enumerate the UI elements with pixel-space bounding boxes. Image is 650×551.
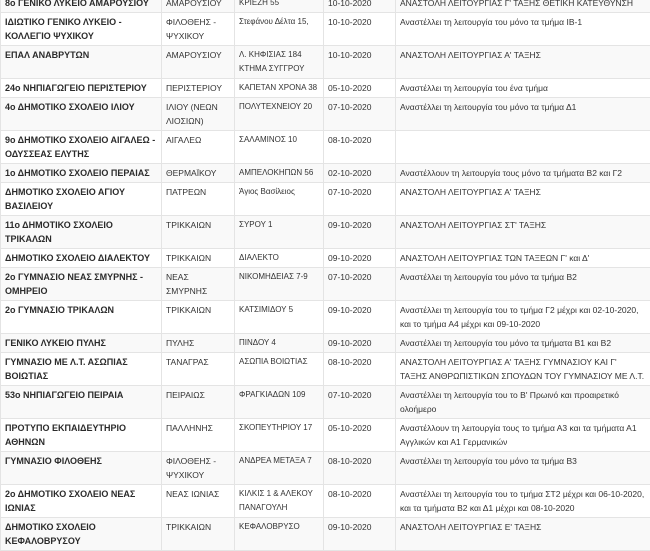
- action-cell: Αναστέλλει τη λειτουργία του το Β' Πρωινό και προαιρετικό ολοήμερο: [396, 386, 650, 419]
- school-name-cell: ΓΥΜΝΑΣΙΟ ΜΕ Λ.Τ. ΑΣΩΠΙΑΣ ΒΟΙΩΤΙΑΣ: [1, 353, 162, 386]
- address-cell: ΚΑΤΣΙΜΙΔΟΥ 5: [235, 301, 324, 334]
- municipality-cell: ΤΡΙΚΚΑΙΩΝ: [162, 301, 235, 334]
- school-name-cell: ΔΗΜΟΤΙΚΟ ΣΧΟΛΕΙΟ ΑΓΙΟΥ ΒΑΣΙΛΕΙΟΥ: [1, 183, 162, 216]
- date-cell: 09-10-2020: [324, 249, 396, 268]
- table-row: [1, 0, 650, 13]
- action-cell: Αναστέλλει τη λειτουργία του μόνο τα τμήμα Β2: [396, 268, 650, 301]
- address-cell: ΔΙΑΛΕΚΤΟ: [235, 249, 324, 268]
- municipality-cell: ΠΥΛΗΣ: [162, 334, 235, 353]
- date-cell: 07-10-2020: [324, 268, 396, 301]
- table-row: [1, 164, 650, 183]
- municipality-cell: ΤΡΙΚΚΑΙΩΝ: [162, 216, 235, 249]
- action-cell: Αναστέλλει τη λειτουργία του το τμήμα ΣΤ2 μέχρι και 06-10-2020, και τα τμήματα Β2 και Δ1 μέχρι και 08-10-2020: [396, 485, 650, 518]
- school-name-cell: 1ο ΔΗΜΟΤΙΚΟ ΣΧΟΛΕΙΟ ΠΕΡΑΙΑΣ: [1, 164, 162, 183]
- action-cell: Αναστέλλει τη λειτουργία του μόνο τα τμήματα Β1 και Β2: [396, 334, 650, 353]
- table-row: [1, 353, 650, 386]
- school-name-cell: ΙΔΙΩΤΙΚΟ ΓΕΝΙΚΟ ΛΥΚΕΙΟ - ΚΟΛΛΕΓΙΟ ΨΥΧΙΚΟΥ: [1, 13, 162, 46]
- action-cell: Αναστέλλουν τη λειτουργία τους μόνο τα τμήματα Β2 και Γ2: [396, 164, 650, 183]
- table-row: [1, 334, 650, 353]
- date-cell: 05-10-2020: [324, 419, 396, 452]
- address-cell: ΚΑΠΕΤΑΝ ΧΡΟΝΑ 38: [235, 79, 324, 98]
- school-name-cell: 4ο ΔΗΜΟΤΙΚΟ ΣΧΟΛΕΙΟ ΙΛΙΟΥ: [1, 98, 162, 131]
- date-cell: 09-10-2020: [324, 334, 396, 353]
- school-name-cell: 53ο ΝΗΠΙΑΓΩΓΕΙΟ ΠΕΙΡΑΙΑ: [1, 386, 162, 419]
- date-cell: 10-10-2020: [324, 46, 396, 79]
- address-cell: ΣΥΡΟΥ 1: [235, 216, 324, 249]
- table-row: [1, 452, 650, 485]
- action-cell: Αναστέλλουν τη λειτουργία τους το τμήμα Α3 και τα τμήματα Α1 Αγγλικών και Α1 Γερμανικών: [396, 419, 650, 452]
- municipality-cell: ΑΙΓΑΛΕΩ: [162, 131, 235, 164]
- date-cell: 07-10-2020: [324, 183, 396, 216]
- action-cell: ΑΝΑΣΤΟΛΗ ΛΕΙΤΟΥΡΓΙΑΣ Ε' ΤΑΞΗΣ: [396, 518, 650, 551]
- date-cell: 07-10-2020: [324, 386, 396, 419]
- date-cell: 08-10-2020: [324, 353, 396, 386]
- address-cell: Λ. ΚΗΦΙΣΙΑΣ 184 ΚΤΗΜΑ ΣΥΓΓΡΟΥ: [235, 46, 324, 79]
- table-row: [1, 386, 650, 419]
- action-cell: ΑΝΑΣΤΟΛΗ ΛΕΙΤΟΥΡΓΙΑΣ ΣΤ' ΤΑΞΗΣ: [396, 216, 650, 249]
- date-cell: 09-10-2020: [324, 301, 396, 334]
- date-cell: 09-10-2020: [324, 518, 396, 551]
- municipality-cell: ΤΑΝΑΓΡΑΣ: [162, 353, 235, 386]
- address-cell: Στεφάνου Δέλτα 15,: [235, 13, 324, 46]
- address-cell: ΚΙΛΚΙΣ 1 & ΑΛΕΚΟΥ ΠΑΝΑΓΟΥΛΗ: [235, 485, 324, 518]
- table-row: [1, 13, 650, 46]
- municipality-cell: ΝΕΑΣ ΙΩΝΙΑΣ: [162, 485, 235, 518]
- date-cell: 02-10-2020: [324, 164, 396, 183]
- action-cell: ΑΝΑΣΤΟΛΗ ΛΕΙΤΟΥΡΓΙΑΣ ΤΩΝ ΤΑΞΕΩΝ Γ' και Δ': [396, 249, 650, 268]
- municipality-cell: ΑΜΑΡΟΥΣΙΟΥ: [162, 46, 235, 79]
- school-name-cell: 2ο ΓΥΜΝΑΣΙΟ ΝΕΑΣ ΣΜΥΡΝΗΣ - ΟΜΗΡΕΙΟ: [1, 268, 162, 301]
- municipality-cell: ΑΜΑΡΟΥΣΙΟΥ: [162, 0, 235, 13]
- table-row: [1, 46, 650, 79]
- school-name-cell: ΔΗΜΟΤΙΚΟ ΣΧΟΛΕΙΟ ΔΙΑΛΕΚΤΟΥ: [1, 249, 162, 268]
- school-name-cell: 2ο ΓΥΜΝΑΣΙΟ ΤΡΙΚΑΛΩΝ: [1, 301, 162, 334]
- date-cell: 08-10-2020: [324, 485, 396, 518]
- table-body: [1, 0, 650, 551]
- date-cell: 08-10-2020: [324, 131, 396, 164]
- action-cell: ΑΝΑΣΤΟΛΗ ΛΕΙΤΟΥΡΓΙΑΣ Α' ΤΑΞΗΣ ΓΥΜΝΑΣΙΟΥ ΚΑΙ Γ' ΤΑΞΗΣ ΑΝΘΡΩΠΙΣΤΙΚΩΝ ΣΠΟΥΔΩΝ ΤΟΥ ΓΥΜΝΑΣΙΟΥ ΜΕ Λ.Τ.: [396, 353, 650, 386]
- municipality-cell: ΠΑΤΡΕΩΝ: [162, 183, 235, 216]
- school-name-cell: 24ο ΝΗΠΙΑΓΩΓΕΙΟ ΠΕΡΙΣΤΕΡΙΟΥ: [1, 79, 162, 98]
- municipality-cell: ΦΙΛΟΘΕΗΣ - ΨΥΧΙΚΟΥ: [162, 452, 235, 485]
- school-name-cell: ΠΡΟΤΥΠΟ ΕΚΠΑΙΔΕΥΤΗΡΙΟ ΑΘΗΝΩΝ: [1, 419, 162, 452]
- date-cell: 09-10-2020: [324, 216, 396, 249]
- table-row: [1, 268, 650, 301]
- action-cell: Αναστέλλει τη λειτουργία του μόνο τα τμήμα Β3: [396, 452, 650, 485]
- school-name-cell: ΔΗΜΟΤΙΚΟ ΣΧΟΛΕΙΟ ΚΕΦΑΛΟΒΡΥΣΟΥ: [1, 518, 162, 551]
- action-cell: Αναστέλλει τη λειτουργία του ένα τμήμα: [396, 79, 650, 98]
- municipality-cell: ΙΛΙΟΥ (ΝΕΩΝ ΛΙΟΣΙΩΝ): [162, 98, 235, 131]
- table-row: [1, 216, 650, 249]
- address-cell: ΠΟΛΥΤΕΧΝΕΙΟΥ 20: [235, 98, 324, 131]
- school-name-cell: 11ο ΔΗΜΟΤΙΚΟ ΣΧΟΛΕΙΟ ΤΡΙΚΑΛΩΝ: [1, 216, 162, 249]
- municipality-cell: ΤΡΙΚΚΑΙΩΝ: [162, 249, 235, 268]
- action-cell: ΑΝΑΣΤΟΛΗ ΛΕΙΤΟΥΡΓΙΑΣ Γ' ΤΑΞΗΣ ΘΕΤΙΚΗ ΚΑΤΕΥΘΥΝΣΗ: [396, 0, 650, 13]
- action-cell: [396, 131, 650, 164]
- table-row: [1, 79, 650, 98]
- municipality-cell: ΠΕΡΙΣΤΕΡΙΟΥ: [162, 79, 235, 98]
- table-row: [1, 131, 650, 164]
- action-cell: Αναστέλλει τη λειτουργία του το τμήμα Γ2 μέχρι και 02-10-2020, και το τμήμα Α4 μέχρι και 09-10-2020: [396, 301, 650, 334]
- address-cell: ΦΡΑΓΚΙΑΔΩΝ 109: [235, 386, 324, 419]
- table-row: [1, 98, 650, 131]
- date-cell: 10-10-2020: [324, 13, 396, 46]
- action-cell: ΑΝΑΣΤΟΛΗ ΛΕΙΤΟΥΡΓΙΑΣ Α' ΤΑΞΗΣ: [396, 46, 650, 79]
- school-name-cell: ΕΠΑΛ ΑΝΑΒΡΥΤΩΝ: [1, 46, 162, 79]
- address-cell: ΝΙΚΟΜΗΔΕΙΑΣ 7-9: [235, 268, 324, 301]
- date-cell: 08-10-2020: [324, 452, 396, 485]
- address-cell: Άγιος Βασίλειος: [235, 183, 324, 216]
- table-row: [1, 301, 650, 334]
- address-cell: ΑΝΔΡΕΑ ΜΕΤΑΞΑ 7: [235, 452, 324, 485]
- table-row: [1, 249, 650, 268]
- table-row: [1, 419, 650, 452]
- table-row: [1, 518, 650, 551]
- municipality-cell: ΝΕΑΣ ΣΜΥΡΝΗΣ: [162, 268, 235, 301]
- address-cell: ΚΕΦΑΛΟΒΡΥΣΟ: [235, 518, 324, 551]
- action-cell: Αναστέλλει τη λειτουργία του μόνο τα τμήμα ΙΒ-1: [396, 13, 650, 46]
- school-name-cell: 8ο ΓΕΝΙΚΟ ΛΥΚΕΙΟ ΑΜΑΡΟΥΣΙΟΥ: [1, 0, 162, 13]
- address-cell: ΠΙΝΔΟΥ 4: [235, 334, 324, 353]
- school-name-cell: ΓΕΝΙΚΟ ΛΥΚΕΙΟ ΠΥΛΗΣ: [1, 334, 162, 353]
- address-cell: ΣΚΟΠΕΥΤΗΡΙΟΥ 17: [235, 419, 324, 452]
- address-cell: ΣΑΛΑΜΙΝΟΣ 10: [235, 131, 324, 164]
- municipality-cell: ΤΡΙΚΚΑΙΩΝ: [162, 518, 235, 551]
- date-cell: 05-10-2020: [324, 79, 396, 98]
- action-cell: ΑΝΑΣΤΟΛΗ ΛΕΙΤΟΥΡΓΙΑΣ Α' ΤΑΞΗΣ: [396, 183, 650, 216]
- municipality-cell: ΦΙΛΟΘΕΗΣ - ΨΥΧΙΚΟΥ: [162, 13, 235, 46]
- school-name-cell: 2ο ΔΗΜΟΤΙΚΟ ΣΧΟΛΕΙΟ ΝΕΑΣ ΙΩΝΙΑΣ: [1, 485, 162, 518]
- address-cell: ΚΡΙΕΖΗ 55: [235, 0, 324, 13]
- date-cell: 07-10-2020: [324, 98, 396, 131]
- action-cell: Αναστέλλει τη λειτουργία του μόνο τα τμήμα Δ1: [396, 98, 650, 131]
- school-name-cell: ΓΥΜΝΑΣΙΟ ΦΙΛΟΘΕΗΣ: [1, 452, 162, 485]
- address-cell: ΑΜΠΕΛΟΚΗΠΩΝ 56: [235, 164, 324, 183]
- municipality-cell: ΠΑΛΛΗΝΗΣ: [162, 419, 235, 452]
- municipality-cell: ΘΕΡΜΑΪΚΟΥ: [162, 164, 235, 183]
- date-cell: 10-10-2020: [324, 0, 396, 13]
- school-name-cell: 9ο ΔΗΜΟΤΙΚΟ ΣΧΟΛΕΙΟ ΑΙΓΑΛΕΩ - ΟΔΥΣΣΕΑΣ ΕΛΥΤΗΣ: [1, 131, 162, 164]
- municipality-cell: ΠΕΙΡΑΙΩΣ: [162, 386, 235, 419]
- table-row: [1, 183, 650, 216]
- table-row: [1, 485, 650, 518]
- address-cell: ΑΣΩΠΙΑ ΒΟΙΩΤΙΑΣ: [235, 353, 324, 386]
